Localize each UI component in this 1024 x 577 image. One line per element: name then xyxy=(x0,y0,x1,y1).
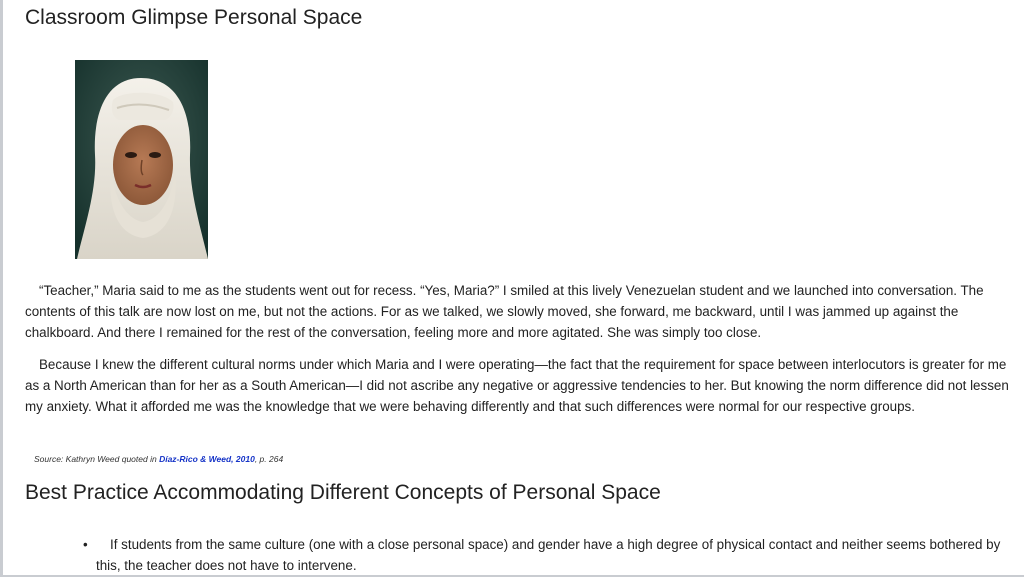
student-photo xyxy=(75,60,208,259)
source-prefix: Source: Kathryn Weed quoted in xyxy=(34,454,160,464)
anecdote-paragraph: “Teacher,” Maria said to me as the students went out for recess. “Yes, Maria?” I smiled at this lively Venezuelan student and we launched into conversation. The contents of this talk are now lost on me, but not the actions. For as we talked, we slowly moved, she forward, me backward, until I was jammed up against the chalkboard. And there I remained for the rest of the conversation, feeling more and more agitated. She was simply too close. xyxy=(25,283,984,341)
classroom-glimpse-heading: Classroom Glimpse Personal Space xyxy=(25,6,363,29)
left-border xyxy=(0,0,3,577)
reflection-paragraph: Because I knew the different cultural norms under which Maria and I were operating—the fact that the requirement for space between interlocutors is greater for me as a North American than for her as a South American—I did not ascribe any negative or aggressive tendencies to her. But knowing the norm difference did not lessen my anxiety. What it afforded me was the knowledge that we were behaving differently and that such differences were normal for our respective groups. xyxy=(25,357,1009,415)
citation-link[interactable]: Díaz-Rico & Weed, 2010 xyxy=(159,454,255,464)
source-citation xyxy=(34,454,283,464)
bullet-icon: • xyxy=(83,537,88,552)
source-suffix: , p. 264 xyxy=(254,454,284,464)
list-item xyxy=(85,534,1015,576)
best-practice-list xyxy=(85,534,1015,576)
best-practice-heading: Best Practice Accommodating Different Concepts of Personal Space xyxy=(25,481,661,504)
list-item-text: If students from the same culture (one with a close personal space) and gender have a high degree of physical contact and neither seems bothered by this, the teacher does not have to intervene. xyxy=(96,537,1001,574)
